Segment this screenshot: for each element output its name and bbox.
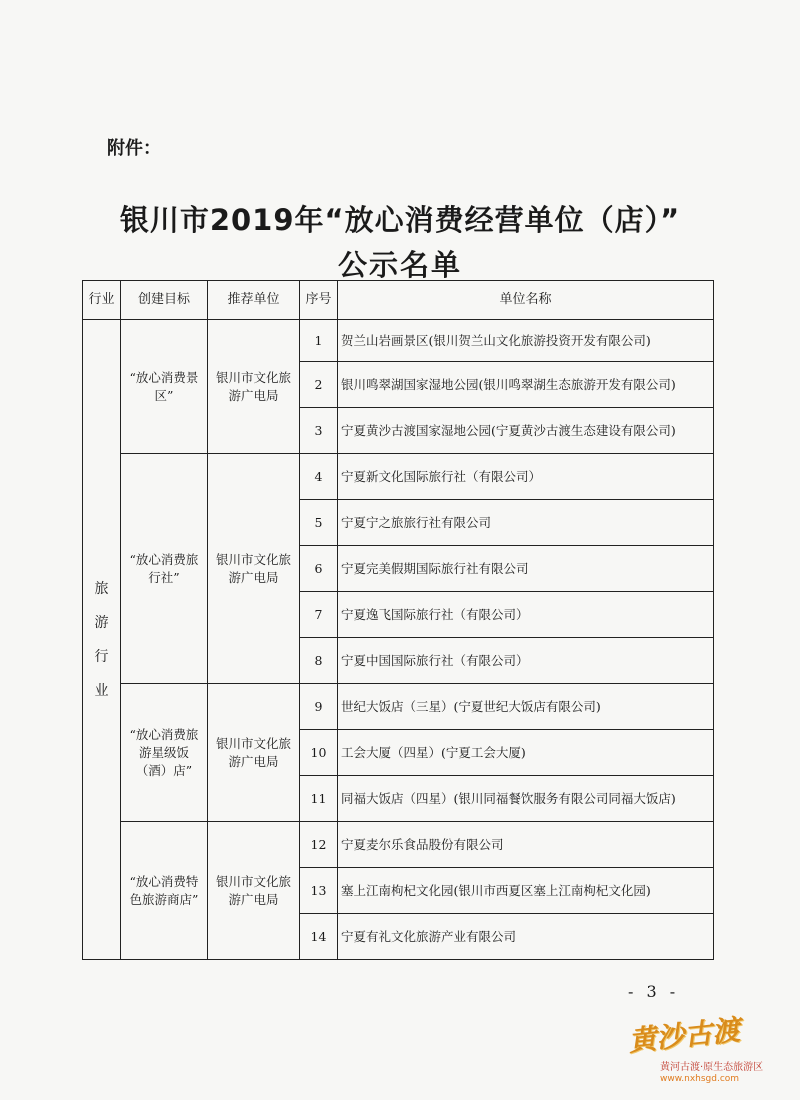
target-cell: “放心消费景区” — [121, 320, 208, 454]
recommender-cell: 银川市文化旅游广电局 — [208, 320, 300, 454]
number-cell: 10 — [300, 730, 338, 776]
logo-url: www.nxhsgd.com — [660, 1074, 740, 1084]
number-cell: 5 — [300, 500, 338, 546]
industry-char: 游 — [94, 614, 109, 631]
number-cell: 13 — [300, 868, 338, 914]
target-cell: “放心消费旅行社” — [121, 454, 208, 684]
number-cell: 12 — [300, 822, 338, 868]
unit-name-cell: 宁夏黄沙古渡国家湿地公园(宁夏黄沙古渡生态建设有限公司) — [338, 408, 714, 454]
number-cell: 7 — [300, 592, 338, 638]
unit-name-cell: 宁夏新文化国际旅行社（有限公司） — [338, 454, 714, 500]
header-recommender: 推荐单位 — [208, 281, 300, 320]
industry-char: 业 — [94, 682, 109, 699]
recommender-cell: 银川市文化旅游广电局 — [208, 684, 300, 822]
unit-name-cell: 宁夏完美假期国际旅行社有限公司 — [338, 546, 714, 592]
unit-name-cell: 银川鸣翠湖国家湿地公园(银川鸣翠湖生态旅游开发有限公司) — [338, 362, 714, 408]
unit-name-cell: 宁夏麦尔乐食品股份有限公司 — [338, 822, 714, 868]
industry-char: 行 — [94, 648, 109, 665]
target-cell: “放心消费特色旅游商店” — [121, 822, 208, 960]
unit-name-cell: 贺兰山岩画景区(银川贺兰山文化旅游投资开发有限公司) — [338, 320, 714, 362]
table-row — [83, 822, 714, 868]
watermark-logo — [612, 1012, 792, 1094]
attachment-label: 附件： — [107, 138, 161, 159]
header-target: 创建目标 — [121, 281, 208, 320]
number-cell: 14 — [300, 914, 338, 960]
number-cell: 11 — [300, 776, 338, 822]
recommender-cell: 银川市文化旅游广电局 — [208, 454, 300, 684]
target-cell: “放心消费旅游星级饭（酒）店” — [121, 684, 208, 822]
recommender-cell: 银川市文化旅游广电局 — [208, 822, 300, 960]
number-cell: 3 — [300, 408, 338, 454]
unit-name-cell: 宁夏逸飞国际旅行社（有限公司） — [338, 592, 714, 638]
unit-name-cell: 宁夏有礼文化旅游产业有限公司 — [338, 914, 714, 960]
industry-char: 旅 — [94, 580, 109, 597]
page-number: - 3 - — [628, 982, 680, 1001]
table-row — [83, 320, 714, 362]
number-cell: 2 — [300, 362, 338, 408]
logo-text: 黄沙古渡 — [626, 1013, 742, 1058]
logo-slogan: 黄河古渡·原生态旅游区 — [660, 1062, 764, 1073]
unit-name-cell: 塞上江南枸杞文化园(银川市西夏区塞上江南枸杞文化园) — [338, 868, 714, 914]
unit-name-cell: 世纪大饭店（三星）(宁夏世纪大饭店有限公司) — [338, 684, 714, 730]
document-subtitle: 公示名单 — [337, 248, 462, 282]
unit-name-cell: 同福大饭店（四星）(银川同福餐饮服务有限公司同福大饭店) — [338, 776, 714, 822]
unit-name-cell: 宁夏宁之旅旅行社有限公司 — [338, 500, 714, 546]
number-cell: 9 — [300, 684, 338, 730]
header-industry: 行业 — [83, 281, 121, 320]
table-row — [83, 454, 714, 500]
table-header-row — [83, 281, 714, 320]
publication-list-table — [82, 280, 714, 960]
industry-cell — [83, 320, 121, 960]
header-number: 序号 — [300, 281, 338, 320]
number-cell: 6 — [300, 546, 338, 592]
header-unit-name: 单位名称 — [338, 281, 714, 320]
document-title: 银川市2019年“放心消费经营单位（店）” — [119, 203, 681, 237]
number-cell: 1 — [300, 320, 338, 362]
unit-name-cell: 宁夏中国国际旅行社（有限公司） — [338, 638, 714, 684]
number-cell: 4 — [300, 454, 338, 500]
number-cell: 8 — [300, 638, 338, 684]
unit-name-cell: 工会大厦（四星）(宁夏工会大厦) — [338, 730, 714, 776]
table-row — [83, 684, 714, 730]
